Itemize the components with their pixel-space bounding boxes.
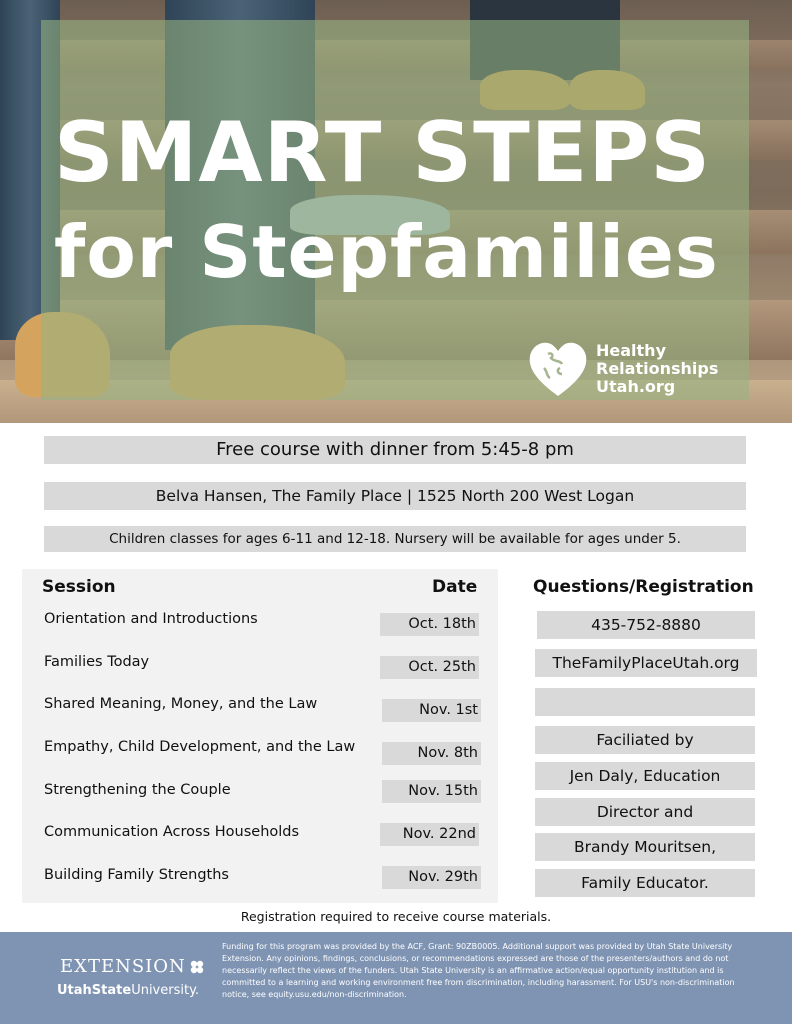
usu-wordmark	[57, 983, 199, 998]
title-line-1: SMART STEPS	[54, 104, 712, 201]
phone-number[interactable]: 435-752-8880	[537, 611, 755, 639]
usu-bold: UtahState	[57, 983, 132, 998]
session-name: Strengthening the Couple	[44, 782, 231, 798]
facilitator-line: Family Educator.	[535, 869, 755, 897]
session-date: Nov. 15th	[382, 780, 481, 803]
location-bar: Belva Hansen, The Family Place | 1525 North 200 West Logan	[44, 482, 746, 510]
session-name: Orientation and Introductions	[44, 611, 258, 627]
questions-header: Questions/Registration	[533, 577, 754, 597]
session-name: Communication Across Households	[44, 824, 300, 840]
session-name: Empathy, Child Development, and the Law	[44, 739, 356, 755]
healthy-relationships-logo	[526, 338, 756, 402]
facilitator-line: Brandy Mouritsen,	[535, 833, 755, 861]
session-name: Building Family Strengths	[44, 867, 229, 883]
funding-disclaimer: Funding for this program was provided by the ACF, Grant: 90ZB0005. Additional support was provided by Utah State University Extension. Any opinions, findings, conclusions, or recommendations expressed are those of the presenters/authors and do not necessarily reflect the views of the funders. Utah State University is an affirmative action/equal opportunity institution and is committed to a learning and working environment free from discrimination, including harassment. For USU's non-discrimination notice, see equity.usu.edu/non-discrimination.	[222, 942, 735, 1000]
four-h-clover-icon	[189, 959, 205, 975]
session-date: Oct. 18th	[380, 613, 479, 636]
title-line-2: for Stepfamilies	[54, 210, 719, 294]
session-date: Nov. 22nd	[380, 823, 479, 846]
facilitator-line: Jen Daly, Education	[535, 762, 755, 790]
extension-logo	[60, 956, 205, 977]
date-header: Date	[432, 577, 478, 597]
facilitator-line: Director and	[535, 798, 755, 826]
blank-box	[535, 688, 755, 716]
hero-photo	[0, 0, 792, 423]
session-name: Families Today	[44, 654, 150, 670]
website-link[interactable]: TheFamilyPlaceUtah.org	[535, 649, 757, 677]
session-schedule	[22, 569, 498, 903]
session-date: Oct. 25th	[380, 656, 479, 679]
session-date: Nov. 1st	[382, 699, 481, 722]
logo-line-1: Healthy	[596, 341, 666, 360]
dinner-info-bar: Free course with dinner from 5:45-8 pm	[44, 436, 746, 464]
children-classes-bar: Children classes for ages 6-11 and 12-18. Nursery will be available for ages under 5.	[44, 526, 746, 552]
usu-regular: University.	[131, 983, 200, 998]
puzzle-heart-icon	[526, 338, 590, 402]
session-date: Nov. 29th	[382, 866, 481, 889]
session-date: Nov. 8th	[382, 742, 481, 765]
logo-line-2: Relationships	[596, 359, 719, 378]
extension-wordmark: EXTENSION	[60, 956, 186, 977]
logo-line-3: Utah.org	[596, 377, 676, 396]
facilitator-line: Faciliated by	[535, 726, 755, 754]
session-header: Session	[42, 577, 116, 597]
registration-note: Registration required to receive course materials.	[240, 909, 552, 924]
session-name: Shared Meaning, Money, and the Law	[44, 696, 318, 712]
